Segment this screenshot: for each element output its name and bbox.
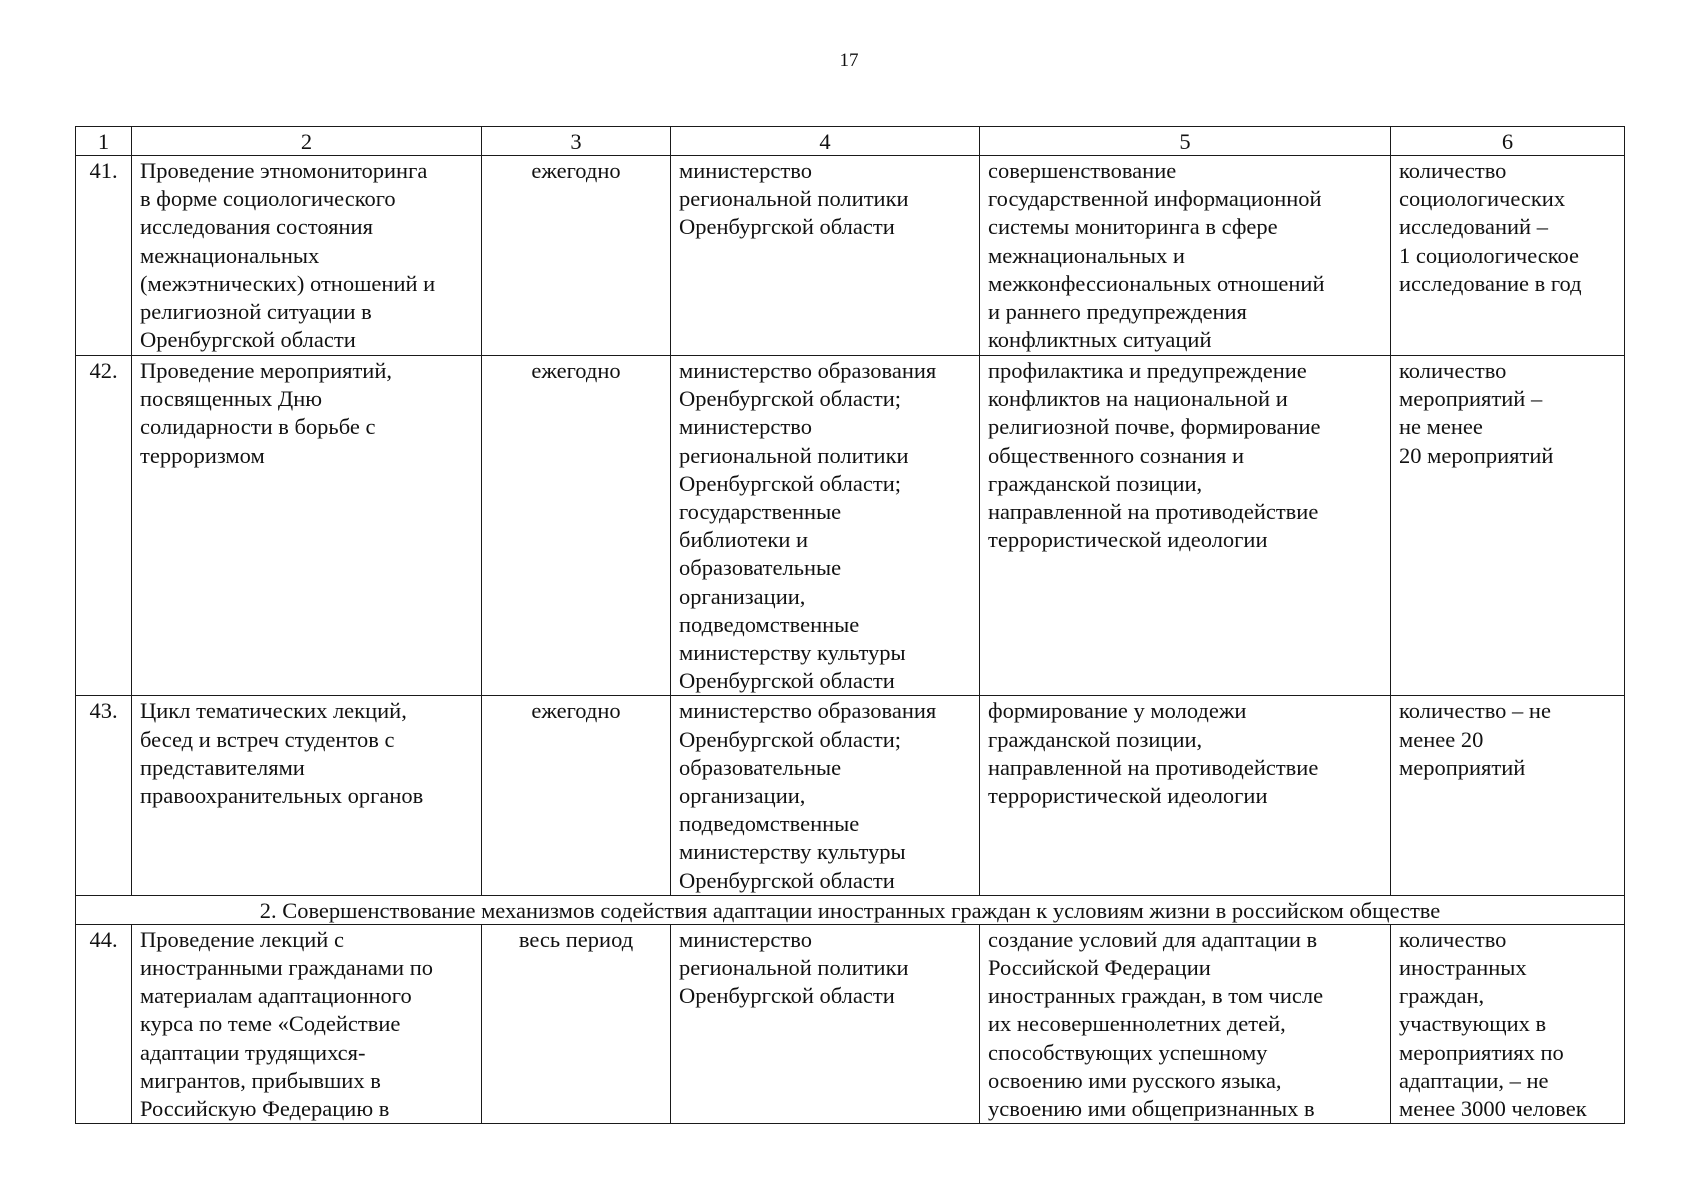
executor-cell: министерство региональной политики Оренбургской области <box>671 924 980 1123</box>
event-cell: Цикл тематических лекций, бесед и встреч студентов с представителями правоохранительных органов <box>132 696 482 895</box>
indicator-cell: количество иностранных граждан, участвующих в мероприятиях по адаптации, – не менее 3000 человек <box>1391 924 1625 1123</box>
table-row <box>76 696 1625 895</box>
term-cell: ежегодно <box>482 156 671 356</box>
indicator-cell: количество мероприятий – не менее 20 мероприятий <box>1391 356 1625 696</box>
column-number-header: 2 <box>132 127 482 156</box>
executor-cell: министерство образования Оренбургской области; образовательные организации, подведомственные министерству культуры Оренбургской области <box>671 696 980 895</box>
column-number-header: 6 <box>1391 127 1625 156</box>
result-cell: формирование у молодежи гражданской позиции, направленной на противодействие террористической идеологии <box>980 696 1391 895</box>
page-number: 17 <box>839 50 859 71</box>
executor-cell: министерство образования Оренбургской области; министерство региональной политики Оренбургской области; государственные библиотеки и образовательные организации, подведомственные министерству культуры Оренбургской области <box>671 356 980 696</box>
column-number-header-row <box>76 127 1625 156</box>
row-number: 41. <box>76 156 132 356</box>
section-heading-row <box>76 895 1625 924</box>
event-cell: Проведение лекций с иностранными гражданами по материалам адаптационного курса по теме «Содействие адаптации трудящихся- мигрантов, прибывших в Российскую Федерацию в <box>132 924 482 1123</box>
column-number-header: 3 <box>482 127 671 156</box>
indicator-cell: количество социологических исследований – 1 социологическое исследование в год <box>1391 156 1625 356</box>
result-cell: совершенствование государственной информационной системы мониторинга в сфере межнациональных и межконфессиональных отношений и раннего предупреждения конфликтных ситуаций <box>980 156 1391 356</box>
executor-cell: министерство региональной политики Оренбургской области <box>671 156 980 356</box>
event-cell: Проведение этномониторинга в форме социологического исследования состояния межнациональных (межэтнических) отношений и религиозной ситуации в Оренбургской области <box>132 156 482 356</box>
term-cell: ежегодно <box>482 696 671 895</box>
event-cell: Проведение мероприятий, посвященных Дню солидарности в борьбе с терроризмом <box>132 356 482 696</box>
column-number-header: 5 <box>980 127 1391 156</box>
term-cell: весь период <box>482 924 671 1123</box>
row-number: 42. <box>76 356 132 696</box>
row-number: 44. <box>76 924 132 1123</box>
result-cell: создание условий для адаптации в Российской Федерации иностранных граждан, в том числе их несовершеннолетних детей, способствующих успешному освоению ими русского языка, усвоению ими общепризнанных в <box>980 924 1391 1123</box>
section-heading: 2. Совершенствование механизмов содействия адаптации иностранных граждан к условиям жизни в российском обществе <box>76 895 1625 924</box>
table-row <box>76 156 1625 356</box>
column-number-header: 4 <box>671 127 980 156</box>
result-cell: профилактика и предупреждение конфликтов на национальной и религиозной почве, формирование общественного сознания и гражданской позиции, направленной на противодействие террористической идеологии <box>980 356 1391 696</box>
table-row <box>76 356 1625 696</box>
column-number-header: 1 <box>76 127 132 156</box>
term-cell: ежегодно <box>482 356 671 696</box>
indicator-cell: количество – не менее 20 мероприятий <box>1391 696 1625 895</box>
table-row <box>76 924 1625 1123</box>
measures-table <box>75 126 1625 1124</box>
row-number: 43. <box>76 696 132 895</box>
